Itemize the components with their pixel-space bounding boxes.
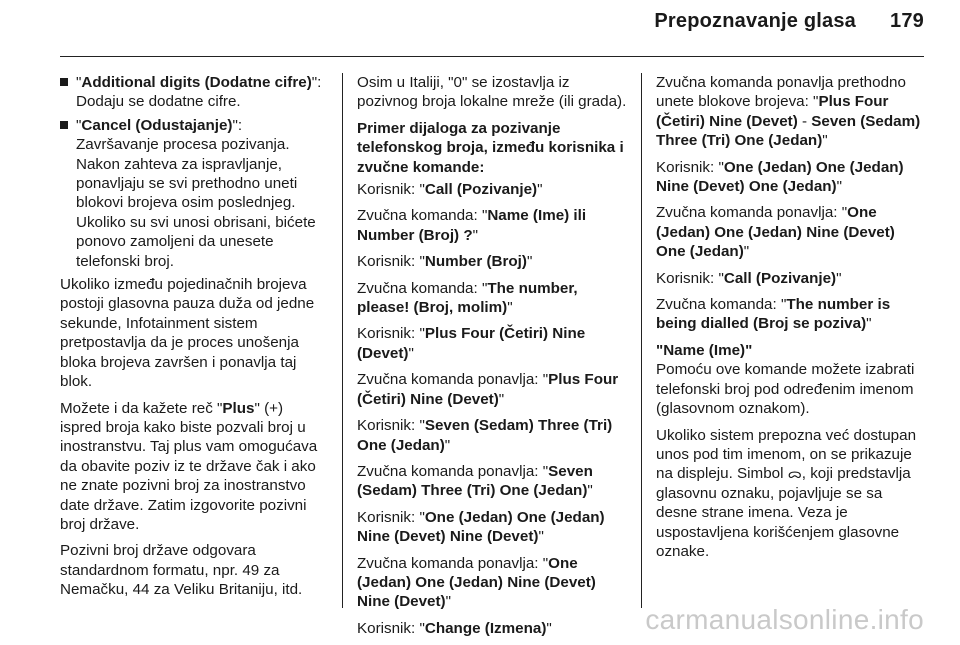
dialog-line: Zvučna komanda ponavlja: "Plus Four (Četiri) Nine (Devet)"	[357, 371, 619, 408]
bullet-text: Dodaju se dodatne cifre.	[76, 93, 241, 111]
dialog-line: Zvučna komanda ponavlja: "Seven (Sedam) Three (Tri) One (Jedan)"	[357, 462, 593, 500]
command-text: Call (Pozivanje)	[424, 181, 538, 199]
paragraph: Ukoliko između pojedinačnih brojeva postoji glasovna pauza duža od jedne sekunde, Infotainment sistem pretpostavlja da je proces unošenja bloka brojeva završen i ponavlja taj blok.	[60, 276, 315, 391]
column-right	[656, 73, 924, 568]
paragraph: Pomoću ove komande možete izabrati telefonski broj pod određenim imenom (glasovnom oznakom).	[656, 361, 915, 418]
command-text: One (Jedan) One (Jedan) Nine (Devet) One (Jedan)	[656, 158, 904, 196]
dialog-line: Korisnik: "Seven (Sedam) Three (Tri) One (Jedan)"	[357, 417, 613, 454]
bullet-text: Završavanje procesa pozivanja. Nakon zahteva za ispravljanje, ponavljaju se svi prethodno uneti blokovi brojeva osim poslednjeg. Ukoliko su svi unosi obrisani, bićete ponovo zamoljeni da unesete telefonski broj.	[76, 136, 316, 270]
paragraph: Zvučna komanda ponavlja prethodno unete blokove brojeva: "Plus Four (Četiri) Nine (Devet) - Seven (Sedam) Three (Tri) One (Jedan)"	[656, 74, 921, 150]
dialog-lines	[357, 180, 627, 638]
page-number: 179	[890, 10, 924, 32]
section-heading: "Name (Ime)"	[656, 341, 753, 359]
column-left	[60, 73, 326, 607]
command-text: One (Jedan) One (Jedan) Nine (Devet) Nine (Devet)	[357, 554, 596, 611]
dialog-line: Zvučna komanda: "The number is being dialled (Broj se poziva)"	[656, 296, 891, 333]
paragraph: Pozivni broj države odgovara standardnom formatu, npr. 49 za Nemačku, 44 za Veliku Britaniju, itd.	[60, 542, 303, 599]
dialog-line: Zvučna komanda: "The number, please! (Broj, molim)"	[357, 279, 578, 317]
page-header	[654, 10, 924, 33]
command-name: Additional digits (Dodatne cifre)	[81, 74, 312, 91]
dialog-line: Zvučna komanda: "Name (Ime) ili Number (Broj) ?"	[357, 207, 587, 244]
header-rule	[60, 56, 924, 57]
command-text: The number, please! (Broj, molim)	[357, 279, 578, 317]
bullet-item: "Additional digits (Dodatne cifre)": Dodaju se dodatne cifre.	[60, 73, 326, 112]
dialog-line: Korisnik: "Number (Broj)"	[357, 253, 533, 271]
voice-tag-icon: ᯅ	[787, 466, 802, 482]
dialog-line: Korisnik: "One (Jedan) One (Jedan) Nine (Devet) Nine (Devet)"	[357, 508, 605, 546]
command-text: One (Jedan) One (Jedan) Nine (Devet) Nine (Devet)	[357, 508, 605, 546]
bullet-square-icon	[60, 78, 68, 86]
paragraph: Ukoliko sistem prepozna već dostupan unos pod tim imenom, on se prikazuje na displeju. Simbol ᯅ, koji predstavlja glasovnu oznaku, pojavljuje se sa desne strane imena. Veza je uspostavljena korišćenjem glasovne oznake.	[656, 426, 917, 560]
command-text: Name (Ime) ili Number (Broj) ?	[357, 207, 587, 244]
column-middle	[357, 73, 627, 645]
command-text: Plus Four (Četiri) Nine (Devet)	[357, 371, 619, 408]
command-text: Plus Four (Četiri) Nine (Devet)	[357, 325, 586, 362]
bullet-square-icon	[60, 121, 68, 129]
paragraph: Možete i da kažete reč "Plus" (+) ispred broja kako biste pozvali broj u inostranstvu. Taj plus vam omogućava da obavite poziv iz te države čak i ako ne znate pozivni broj za inostranstvo date države. Zatim izgovorite pozivni broj države.	[60, 399, 318, 533]
dialog-line: Korisnik: "Change (Izmena)"	[357, 619, 552, 637]
dialog-line: Zvučna komanda ponavlja: "One (Jedan) One (Jedan) Nine (Devet) One (Jedan)"	[656, 204, 895, 261]
dialog-line: Zvučna komanda ponavlja: "One (Jedan) One (Jedan) Nine (Devet) Nine (Devet)"	[357, 554, 596, 611]
command-text: Change (Izmena)	[424, 619, 547, 637]
dialog-line: Korisnik: "Call (Pozivanje)"	[656, 269, 842, 287]
watermark: carmanualsonline.info	[645, 604, 924, 635]
dialog-line: Korisnik: "Plus Four (Četiri) Nine (Devet)"	[357, 325, 586, 362]
column-divider	[641, 73, 642, 608]
command-text: The number is being dialled (Broj se poziva)	[656, 296, 891, 333]
dialog-heading: Primer dijaloga za pozivanje telefonskog broja, između korisnika i zvučne komande:	[357, 119, 624, 176]
dialog-lines	[656, 158, 924, 334]
command-name: Cancel (Odustajanje)	[81, 116, 233, 134]
dialog-line: Korisnik: "One (Jedan) One (Jedan) Nine (Devet) One (Jedan)"	[656, 158, 904, 196]
paragraph: Osim u Italiji, "0" se izostavlja iz pozivnog broja lokalne mreže (ili grada).	[357, 74, 627, 111]
dialog-line: Korisnik: "Call (Pozivanje)"	[357, 181, 543, 199]
command-text: Call (Pozivanje)	[723, 269, 837, 287]
page-title: Prepoznavanje glasa	[654, 10, 857, 32]
command-text: One (Jedan) One (Jedan) Nine (Devet) One (Jedan)	[656, 204, 895, 261]
command-text: Seven (Sedam) Three (Tri) One (Jedan)	[357, 417, 613, 454]
column-divider	[342, 73, 343, 608]
command-text: Number (Broj)	[424, 253, 527, 271]
bullet-item: "Cancel (Odustajanje)": Završavanje procesa pozivanja. Nakon zahteva za ispravljanje, ponavljaju se svi prethodno uneti blokovi brojeva osim poslednjeg. Ukoliko su svi unosi obrisani, bićete ponovo zamoljeni da unesete telefonski broj.	[60, 116, 326, 271]
command-text: Seven (Sedam) Three (Tri) One (Jedan)	[357, 462, 593, 500]
